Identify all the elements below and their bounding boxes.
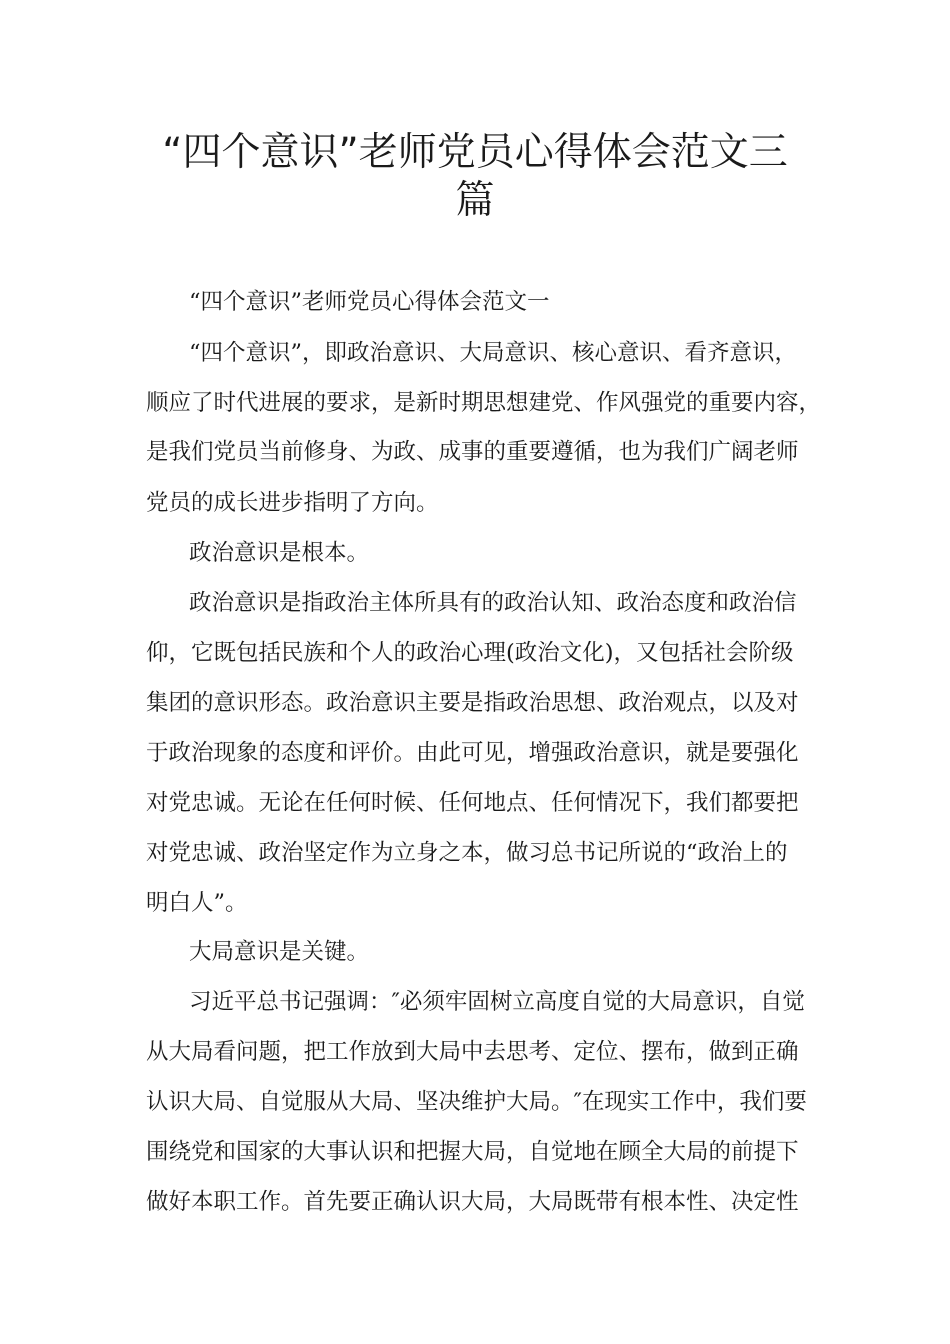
paragraph-line: 是我们党员当前修身、为政、成事的重要遵循，也为我们广阔老师 <box>146 439 799 465</box>
paragraph-line: 集团的意识形态。政治意识主要是指政治思想、政治观点，以及对 <box>146 690 799 716</box>
paragraph-line: 习近平总书记强调：″必须牢固树立高度自觉的大局意识，自觉 <box>189 989 805 1015</box>
section-heading: “四个意识”老师党员心得体会范文一 <box>189 289 550 315</box>
paragraph-line: 认识大局、自觉服从大局、坚决维护大局。″在现实工作中，我们要 <box>146 1089 807 1115</box>
paragraph-line: 明白人”。 <box>146 890 248 916</box>
paragraph-line: 仰，它既包括民族和个人的政治心理(政治文化)，又包括社会阶级 <box>146 640 794 666</box>
paragraph-line: 于政治现象的态度和评价。由此可见，增强政治意识，就是要强化 <box>146 740 799 766</box>
document-title <box>0 129 950 225</box>
paragraph-line: 政治意识是指政治主体所具有的政治认知、政治态度和政治信 <box>189 590 797 616</box>
title-line-1: “四个意识”老师党员心得体会范文三 <box>162 130 788 175</box>
subheading: 大局意识是关键。 <box>189 939 370 965</box>
paragraph-line: 做好本职工作。首先要正确认识大局，大局既带有根本性、决定性 <box>146 1189 799 1215</box>
paragraph-line: 党员的成长进步指明了方向。 <box>146 490 439 516</box>
paragraph-line: 围绕党和国家的大事认识和把握大局，自觉地在顾全大局的前提下 <box>146 1139 799 1165</box>
paragraph-line: “四个意识”，即政治意识、大局意识、核心意识、看齐意识， <box>189 340 798 366</box>
paragraph-line: 从大局看问题，把工作放到大局中去思考、定位、摆布，做到正确 <box>146 1039 799 1065</box>
subheading: 政治意识是根本。 <box>189 540 370 566</box>
paragraph-line: 对党忠诚、政治坚定作为立身之本，做习总书记所说的“政治上的 <box>146 840 788 866</box>
title-line-2: 篇 <box>455 178 495 223</box>
paragraph-line: 对党忠诚。无论在任何时候、任何地点、任何情况下，我们都要把 <box>146 790 799 816</box>
paragraph-line: 顺应了时代进展的要求，是新时期思想建党、作风强党的重要内容， <box>146 390 822 416</box>
